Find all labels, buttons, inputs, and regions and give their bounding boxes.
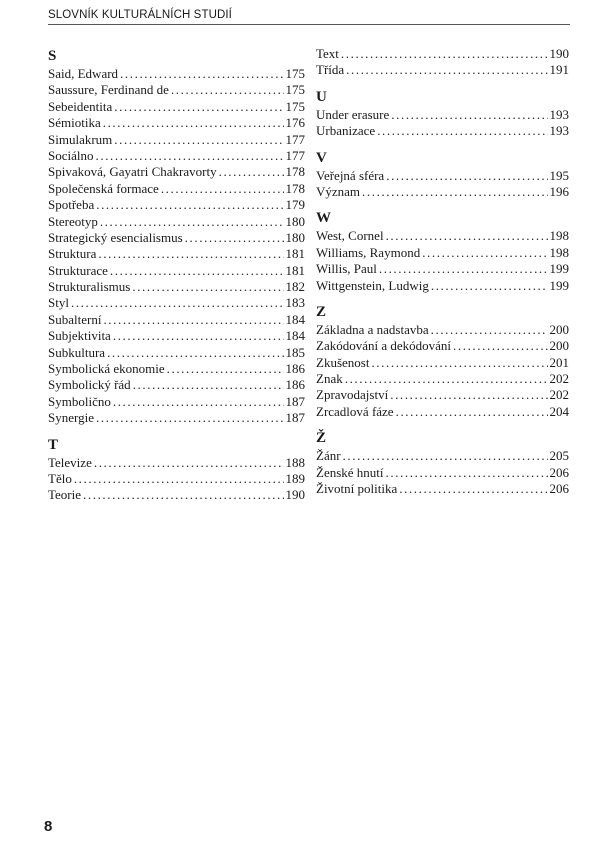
- index-entry: [316, 46, 569, 62]
- index-entry: [316, 62, 569, 78]
- dot-leader: [431, 322, 548, 338]
- entry-page: 175: [285, 98, 305, 114]
- entry-page: 177: [285, 147, 305, 163]
- index-entry: [48, 66, 305, 82]
- index-entry: [48, 471, 305, 487]
- entry-page: 175: [285, 82, 305, 98]
- entry-term: Ženské hnutí: [316, 464, 384, 480]
- entry-term: Styl: [48, 295, 69, 311]
- dot-leader: [386, 465, 548, 481]
- index-entry: [48, 164, 305, 180]
- entry-term: Zrcadlová fáze: [316, 403, 394, 419]
- entry-term: Zakódování a dekódování: [316, 338, 452, 354]
- index-entry: [48, 361, 305, 377]
- dot-leader: [161, 181, 284, 197]
- index-entry: [316, 371, 569, 387]
- index-entry: [48, 410, 305, 426]
- entry-term: Under erasure: [316, 106, 390, 122]
- dot-leader: [113, 394, 284, 410]
- index-entry: [48, 312, 305, 328]
- entry-page: 202: [549, 371, 569, 387]
- index-entry: [48, 279, 305, 295]
- dot-leader: [96, 148, 284, 164]
- entry-page: 193: [549, 106, 569, 122]
- entry-page: 179: [285, 197, 305, 213]
- entry-term: Význam: [316, 183, 361, 199]
- entry-term: Teorie: [48, 487, 82, 503]
- index-entry: [48, 377, 305, 393]
- entry-term: Willis, Paul: [316, 261, 377, 277]
- index-entry: [48, 115, 305, 131]
- dot-leader: [422, 245, 547, 261]
- index-entry: [316, 168, 569, 184]
- index-entry: [48, 455, 305, 471]
- index-entry: [316, 245, 569, 261]
- entry-term: Znak: [316, 371, 343, 387]
- index-section: [316, 148, 569, 201]
- entry-page: 184: [285, 328, 305, 344]
- dot-leader: [114, 99, 283, 115]
- entry-page: 195: [549, 167, 569, 183]
- entry-term: Třída: [316, 62, 345, 78]
- running-header: SLOVNÍK KULTURÁLNÍCH STUDIÍ: [48, 9, 570, 25]
- entry-page: 191: [549, 62, 569, 78]
- page-number: 8: [44, 818, 53, 835]
- entry-page: 187: [285, 393, 305, 409]
- entry-page: 193: [549, 123, 569, 139]
- entry-term: Subalterní: [48, 311, 102, 327]
- entry-term: Sémiotika: [48, 115, 101, 131]
- entry-term: Zpravodajství: [316, 387, 389, 403]
- entry-term: Sociálno: [48, 147, 94, 163]
- dot-leader: [346, 62, 547, 78]
- entry-page: 187: [285, 410, 305, 426]
- index-entry: [48, 230, 305, 246]
- dot-leader: [94, 455, 284, 471]
- entry-page: 190: [285, 487, 305, 503]
- index-entry: [316, 278, 569, 294]
- dot-leader: [96, 410, 284, 426]
- entry-term: Spotřeba: [48, 197, 95, 213]
- entry-term: Symboličnо: [48, 393, 111, 409]
- dot-leader: [362, 184, 547, 200]
- dot-leader: [132, 279, 283, 295]
- index-section: [316, 46, 569, 79]
- entry-page: 206: [549, 464, 569, 480]
- dot-leader: [219, 164, 284, 180]
- entry-page: 177: [285, 131, 305, 147]
- dot-leader: [74, 471, 284, 487]
- dot-leader: [390, 387, 547, 403]
- entry-page: 199: [549, 261, 569, 277]
- entry-page: 186: [285, 377, 305, 393]
- dot-leader: [100, 214, 284, 230]
- entry-term: Strategický esencialismus: [48, 229, 183, 245]
- dot-leader: [120, 66, 283, 82]
- index-entry: [48, 394, 305, 410]
- dot-leader: [343, 448, 548, 464]
- entry-page: 185: [285, 344, 305, 360]
- entry-term: Životní politika: [316, 481, 398, 497]
- entry-page: 201: [549, 354, 569, 370]
- dot-leader: [386, 168, 547, 184]
- index-entry: [48, 181, 305, 197]
- dot-leader: [399, 481, 547, 497]
- dot-leader: [103, 115, 284, 131]
- dot-leader: [453, 338, 547, 354]
- index-entry: [316, 338, 569, 354]
- dot-leader: [345, 371, 548, 387]
- dot-leader: [83, 487, 283, 503]
- index-entry: [316, 123, 569, 139]
- index-section: [316, 208, 569, 294]
- entry-term: Sebeidentita: [48, 98, 113, 114]
- dot-leader: [377, 123, 547, 139]
- entry-term: Spivaková, Gayatri Chakravorty: [48, 164, 217, 180]
- entry-page: 182: [285, 279, 305, 295]
- index-entry: [48, 214, 305, 230]
- entry-page: 186: [285, 361, 305, 377]
- entry-term: Strukturalismus: [48, 279, 131, 295]
- entry-term: Williams, Raymond: [316, 244, 421, 260]
- entry-page: 204: [549, 403, 569, 419]
- dot-leader: [379, 261, 548, 277]
- entry-term: Veřejná sféra: [316, 167, 385, 183]
- dot-leader: [396, 404, 548, 420]
- entry-page: 206: [549, 481, 569, 497]
- index-entry: [48, 148, 305, 164]
- index-entry: [48, 295, 305, 311]
- entry-page: 196: [549, 183, 569, 199]
- entry-term: Subkultura: [48, 344, 106, 360]
- index-entry: [48, 263, 305, 279]
- index-entry: [316, 404, 569, 420]
- section-letter: U: [316, 88, 327, 105]
- entry-term: Text: [316, 46, 339, 61]
- dot-leader: [386, 228, 548, 244]
- entry-page: 205: [549, 448, 569, 464]
- entry-page: 183: [285, 295, 305, 311]
- index-entry: [316, 184, 569, 200]
- entry-page: 184: [285, 311, 305, 327]
- index-column-right: [316, 46, 569, 505]
- entry-page: 190: [549, 46, 569, 61]
- index-section: [316, 428, 569, 497]
- dot-leader: [391, 107, 547, 123]
- index-entry: [48, 99, 305, 115]
- entry-page: 180: [285, 213, 305, 229]
- index-section: [48, 435, 305, 504]
- entry-page: 202: [549, 387, 569, 403]
- entry-page: 181: [285, 262, 305, 278]
- entry-page: 180: [285, 229, 305, 245]
- index-section: [316, 302, 569, 420]
- entry-page: 189: [285, 470, 305, 486]
- entry-term: Strukturace: [48, 262, 108, 278]
- entry-page: 200: [549, 338, 569, 354]
- dot-leader: [171, 82, 284, 98]
- entry-term: Základna a nadstavba: [316, 321, 429, 337]
- index-entry: [316, 107, 569, 123]
- index-entry: [48, 246, 305, 262]
- section-letter: T: [48, 436, 59, 453]
- entry-term: Symbolická ekonomie: [48, 361, 165, 377]
- section-letter: W: [316, 210, 331, 227]
- entry-term: Symbolický řád: [48, 377, 131, 393]
- index-entry: [316, 387, 569, 403]
- entry-page: 175: [285, 66, 305, 81]
- entry-page: 188: [285, 454, 305, 470]
- dot-leader: [133, 377, 284, 393]
- section-letter: V: [316, 149, 327, 166]
- entry-term: Zkušenost: [316, 354, 370, 370]
- section-letter: Ž: [316, 430, 327, 447]
- entry-page: 200: [549, 321, 569, 337]
- entry-page: 198: [549, 244, 569, 260]
- entry-term: Urbanizace: [316, 123, 376, 139]
- entry-term: West, Cornel: [316, 228, 384, 244]
- index-entry: [48, 328, 305, 344]
- entry-page: 198: [549, 228, 569, 244]
- index-entry: [48, 132, 305, 148]
- index-entry: [48, 345, 305, 361]
- entry-term: Subjektivita: [48, 328, 111, 344]
- index-section: [48, 46, 305, 427]
- index-entry: [48, 82, 305, 98]
- entry-term: Žánr: [316, 448, 341, 464]
- dot-leader: [107, 345, 283, 361]
- index-entry: [316, 322, 569, 338]
- index-column-left: [48, 46, 305, 512]
- entry-page: 178: [285, 164, 305, 180]
- index-entry: [48, 197, 305, 213]
- entry-term: Stereotyp: [48, 213, 98, 229]
- dot-leader: [185, 230, 284, 246]
- index-entry: [316, 465, 569, 481]
- index-entry: [48, 487, 305, 503]
- section-letter: Z: [316, 303, 327, 320]
- index-entry: [316, 355, 569, 371]
- entry-term: Televize: [48, 454, 92, 470]
- dot-leader: [96, 197, 283, 213]
- index-section: [316, 87, 569, 140]
- section-letter: S: [48, 48, 57, 64]
- entry-term: Simulakrum: [48, 131, 113, 147]
- dot-leader: [71, 295, 284, 311]
- entry-term: Společenská formace: [48, 180, 159, 196]
- entry-page: 181: [285, 246, 305, 262]
- entry-term: Said, Edward: [48, 66, 119, 81]
- entry-page: 176: [285, 115, 305, 131]
- dot-leader: [371, 355, 547, 371]
- dot-leader: [431, 278, 548, 294]
- dot-leader: [113, 328, 284, 344]
- entry-term: Wittgenstein, Ludwig: [316, 277, 429, 293]
- dot-leader: [103, 312, 283, 328]
- index-entry: [316, 448, 569, 464]
- dot-leader: [167, 361, 284, 377]
- index-entry: [316, 481, 569, 497]
- entry-term: Struktura: [48, 246, 97, 262]
- index-entry: [316, 228, 569, 244]
- dot-leader: [98, 246, 283, 262]
- entry-term: Tělo: [48, 470, 72, 486]
- index-entry: [316, 261, 569, 277]
- dot-leader: [114, 132, 283, 148]
- dot-leader: [110, 263, 284, 279]
- entry-term: Saussure, Ferdinand de: [48, 82, 169, 98]
- entry-page: 178: [285, 180, 305, 196]
- dot-leader: [341, 46, 548, 62]
- entry-page: 199: [549, 277, 569, 293]
- entry-term: Synergie: [48, 410, 94, 426]
